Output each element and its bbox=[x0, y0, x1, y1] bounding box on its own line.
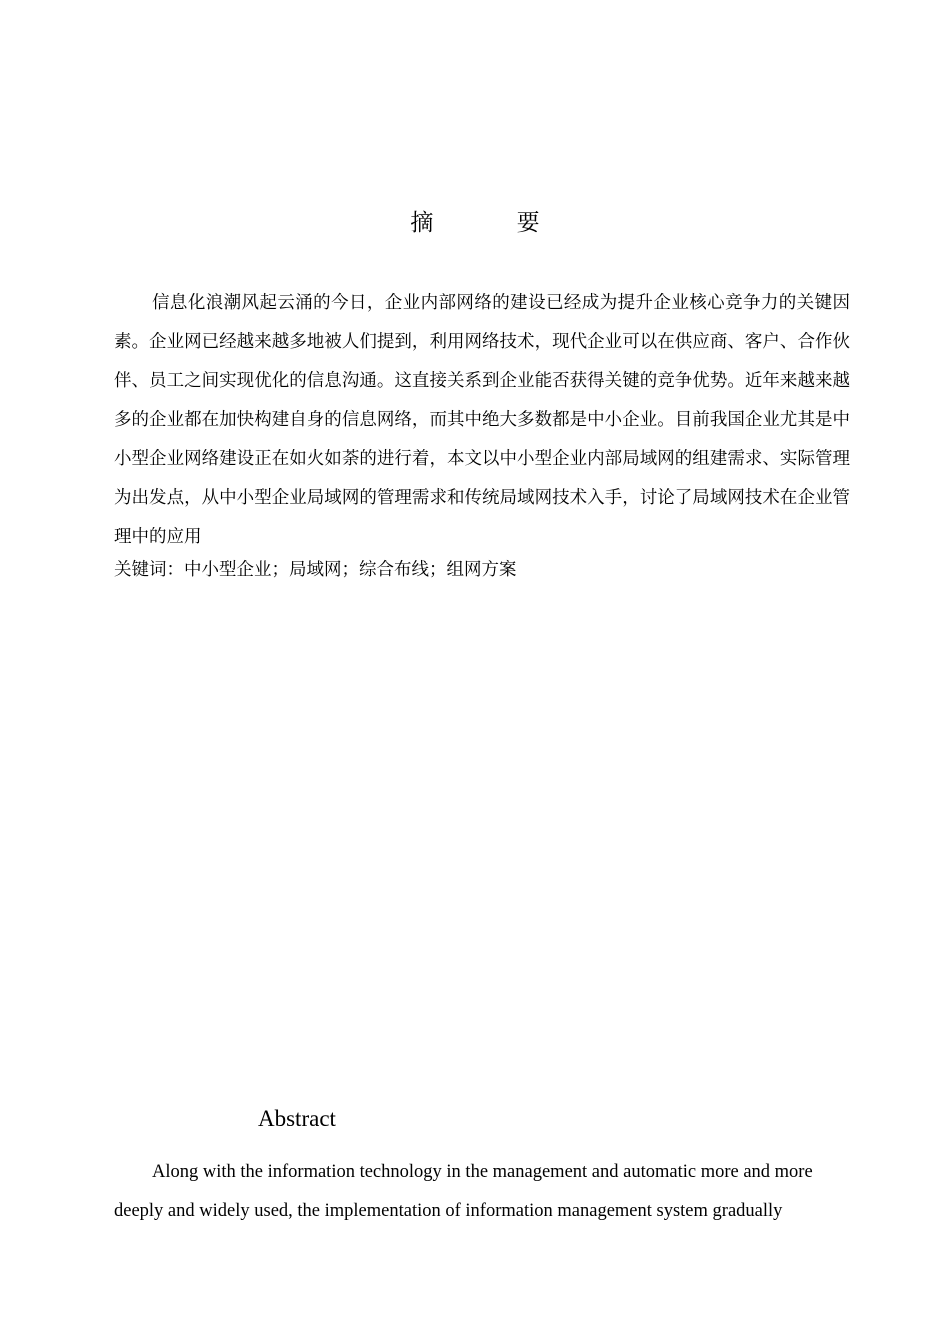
chinese-abstract-paragraph: 信息化浪潮风起云涌的今日，企业内部网络的建设已经成为提升企业核心竞争力的关键因素。企业网已经越来越多地被人们提到，利用网络技术，现代企业可以在供应商、客户、合作伙伴、员工之间实现优化的信息沟通。这直接关系到企业能否获得关键的竞争优势。近年来越来越多的企业都在加快构建自身的信息网络，而其中绝大多数都是中小企业。目前我国企业尤其是中小型企业网络建设正在如火如荼的进行着，本文以中小型企业内部局域网的组建需求、实际管理为出发点，从中小型企业局域网的管理需求和传统局域网技术入手，讨论了局域网技术在企业管理中的应用 bbox=[114, 293, 850, 547]
chinese-abstract-body bbox=[114, 284, 850, 557]
chinese-abstract-title: 摘 要 bbox=[410, 210, 578, 236]
english-abstract-body bbox=[114, 1153, 842, 1231]
english-abstract-title: Abstract bbox=[258, 1106, 336, 1131]
english-abstract-paragraph: Along with the information technology in the management and automatic more and more deeply and widely used, the implementation of information management system gradually bbox=[114, 1162, 813, 1221]
chinese-keywords: 关键词：中小型企业；局域网；综合布线；组网方案 bbox=[114, 560, 517, 580]
